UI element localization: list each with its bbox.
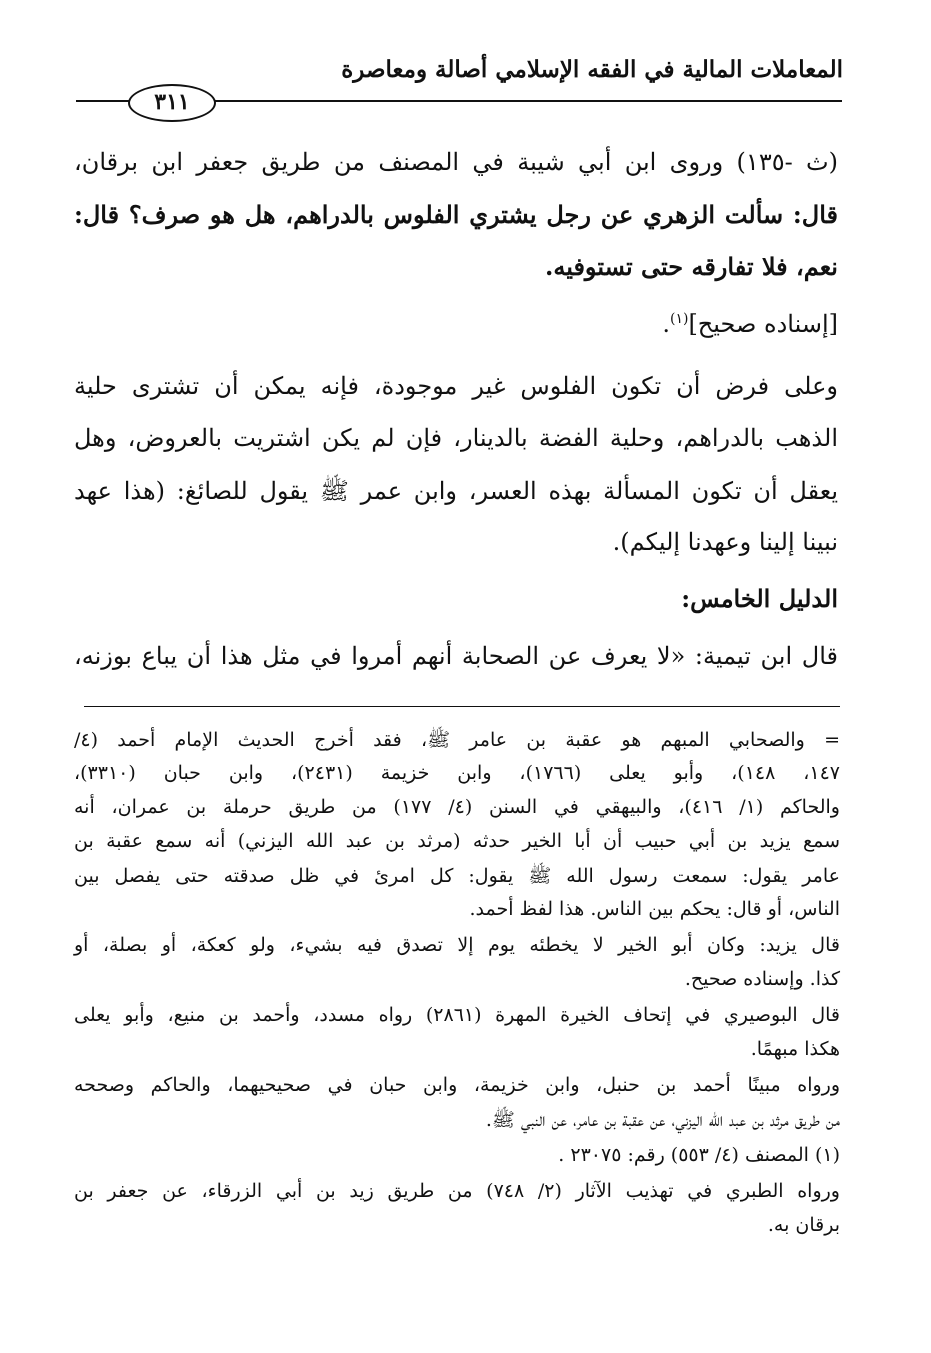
- main-line-2: قال: سألت الزهري عن رجل يشتري الفلوس بالدراهم، هل هو صرف؟ قال:: [74, 200, 838, 229]
- running-header-title: المعاملات المالية في الفقه الإسلامي أصالة ومعاصرة: [341, 56, 843, 83]
- footnote-line-3: والحاكم (١/ ٤١٦)، والبيهقي في السنن (٤/ ١٧٧) من طريق حرملة بن عمران، أنه: [74, 796, 840, 818]
- footnote-line-5: عامر يقول: سمعت رسول الله ﷺ يقول: كل امرئ في ظل صدقته حتى يفصل بين: [74, 865, 840, 887]
- footnote-line-11: ورواه مبينًا أحمد بن حنبل، وابن خزيمة، وابن حبان في صحيحيهما، والحاكم وصححه: [74, 1074, 840, 1096]
- main-line-5: وعلى فرض أن تكون الفلوس غير موجودة، فإنه يمكن أن تشترى حلية: [74, 372, 838, 400]
- footnote-line-7: قال يزيد: وكان أبو الخير لا يخطئه يوم إلا تصدق فيه بشيء، ولو كعكة، أو بصلة، أو: [74, 934, 840, 956]
- footnote-ref-1: (١): [669, 311, 689, 327]
- main-line-1: (ث -١٣٥) وروى ابن أبي شيبة في المصنف من طريق جعفر ابن برقان،: [74, 148, 838, 176]
- footnote-line-1: = والصحابي المبهم هو عقبة بن عامر ﷺ، فقد أخرج الحديث الإمام أحمد (٤/: [74, 729, 840, 751]
- isnad-note: [إسناده صحيح]: [688, 310, 838, 338]
- footnote-line-14: ورواه الطبري في تهذيب الآثار (٢/ ٧٤٨) من طريق زيد بن أبي الزرقاء، عن جعفر بن: [74, 1180, 840, 1202]
- section-heading: الدليل الخامس:: [681, 584, 838, 613]
- footnote-line-9: قال البوصيري في إتحاف الخيرة المهرة (٢٨٦١) رواه مسدد، وأحمد بن منيع، وأبو يعلى: [74, 1004, 841, 1026]
- footnote-line-4: سمع يزيد بن أبي حبيب أن أبا الخير حدثه (مرثد بن عبد الله اليزني) أنه سمع عقبة بن: [74, 830, 840, 852]
- footnote-line-15: برقان به.: [767, 1214, 840, 1236]
- footnote-line-10: هكذا مبهمًا.: [750, 1038, 840, 1060]
- footnote-line-2: ١٤٧، ١٤٨)، وأبو يعلى (١٧٦٦)، وابن خزيمة (٢٤٣١)، وابن حبان (٣٣١٠)،: [74, 762, 840, 784]
- main-line-6: الذهب بالدراهم، وحلية الفضة بالدينار، فإن لم يكن اشتريت بالعروض، وهل: [74, 424, 838, 452]
- main-line-10: قال ابن تيمية: «لا يعرف عن الصحابة أنهم أمروا في مثل هذا أن يباع بوزنه،: [74, 642, 838, 670]
- page-number: ٣١١: [128, 84, 216, 122]
- footnote-line-8: كذا. وإسناده صحيح.: [684, 968, 840, 990]
- footnote-line-6: الناس، أو قال: يحكم بين الناس. هذا لفظ أحمد.: [469, 898, 840, 920]
- footnote-separator: [84, 706, 840, 707]
- main-line-7: يعقل أن تكون المسألة بهذه العسر، وابن عمر ﷺ يقول للصائغ: (هذا عهد: [74, 477, 838, 505]
- main-line-8: نبينا إلينا وعهدنا إليكم).: [612, 528, 838, 556]
- footnote-1-citation: (١) المصنف (٤/ ٥٥٣) رقم: ٢٣٠٧٥ .: [558, 1144, 840, 1166]
- main-line-3: نعم، فلا تفارقه حتى تستوفيه.: [544, 252, 838, 281]
- main-line-4: [إسناده صحيح]$^{(١)}$.: [662, 310, 838, 338]
- footnote-line-12: من طريق مرثد بن عبد الله اليزني، عن عقبة بن عامر، عن النبي ﷺ.: [485, 1109, 840, 1131]
